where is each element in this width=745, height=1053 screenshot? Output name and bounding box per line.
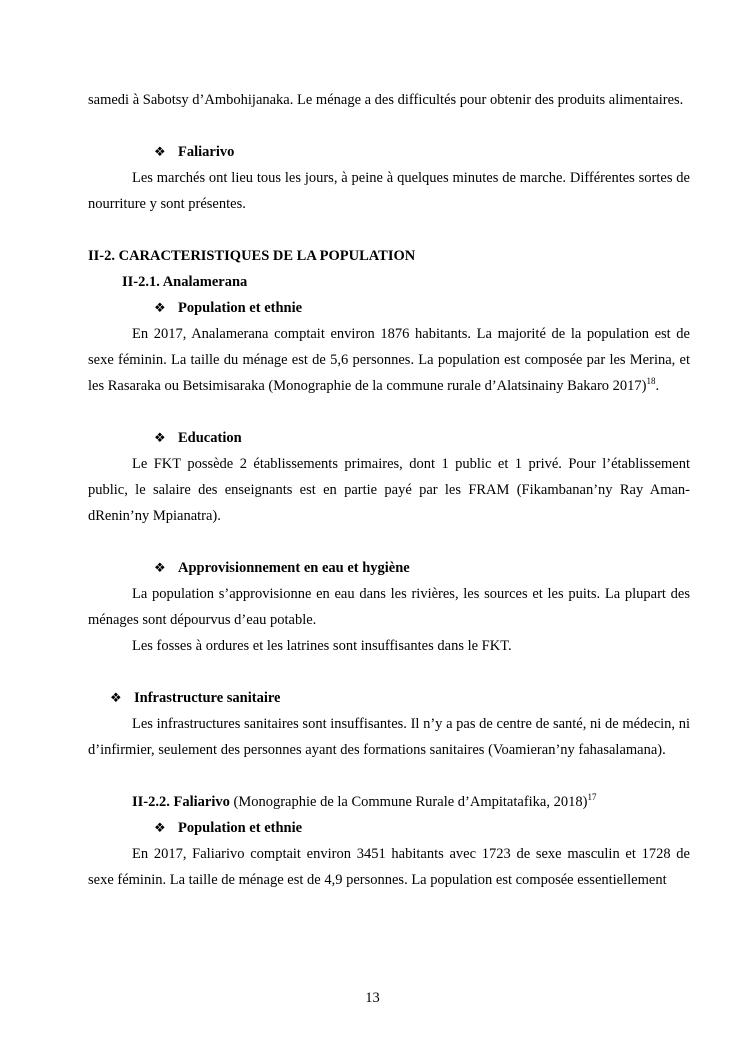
paragraph: Les infrastructures sanitaires sont insuffisantes. Il n’y a pas de centre de santé, ni de médecin, ni d’infirmier, seulement des personnes ayant des formations sanitaires (Voamieran’ny fahasalamana). [88,716,690,758]
footnote-ref: 17 [587,792,597,802]
paragraph: Le FKT possède 2 établissements primaires, dont 1 public et 1 privé. Pour l’établissement public, le salaire des enseignants est en partie payé par les FRAM (Fikambanan’ny Ray Aman-dRenin’ny Mpianatra). [88,456,690,524]
diamond-bullet-icon: ❖ [154,300,166,315]
diamond-bullet-icon: ❖ [154,144,166,159]
paragraph: Les fosses à ordures et les latrines sont insuffisantes dans le FKT. [132,638,512,654]
subsection-heading: II-2.1. Analamerana [122,274,248,290]
subsection-heading: II-2.2. Faliarivo (Monographie de la Commune Rurale d’Ampitatafika, 2018)$^{17}$ [132,792,597,810]
bullet-heading-infrastructure: ❖ Infrastructure sanitaire [88,685,690,711]
paragraph: Les marchés ont lieu tous les jours, à peine à quelques minutes de marche. Différentes sortes de nourriture y sont présentes. [88,170,690,212]
diamond-bullet-icon: ❖ [154,820,166,835]
diamond-bullet-icon: ❖ [154,560,166,575]
diamond-bullet-icon: ❖ [154,430,166,445]
page-number: 13 [365,990,380,1006]
bullet-heading-education: ❖ Education [88,425,690,451]
bullet-heading-population: ❖ Population et ethnie [88,295,690,321]
footnote-ref: 18 [646,376,656,386]
paragraph: En 2017, Analamerana comptait environ 1876 habitants. La majorité de la population est de sexe féminin. La taille du ménage est de 5,6 personnes. La population est composée par les Merina, et les Rasaraka ou Betsimisaraka (Monographie de la commune rurale d’Alatsinainy Bakaro 2017)$^{18}$. [88,326,690,394]
paragraph: La population s’approvisionne en eau dans les rivières, les sources et les puits. La plupart des ménages sont dépourvus d’eau potable. [88,586,690,628]
paragraph: samedi à Sabotsy d’Ambohijanaka. Le ménage a des difficultés pour obtenir des produits alimentaires. [88,92,684,108]
paragraph: En 2017, Faliarivo comptait environ 3451 habitants avec 1723 de sexe masculin et 1728 de sexe féminin. La taille de ménage est de 4,9 personnes. La population est composée essentiellement [88,846,690,888]
section-heading: II-2. CARACTERISTIQUES DE LA POPULATION [88,248,416,264]
bullet-heading-eau: ❖ Approvisionnement en eau et hygiène [88,555,690,581]
bullet-heading-population: ❖ Population et ethnie [88,815,690,841]
diamond-bullet-icon: ❖ [110,690,122,705]
document-body [88,87,690,893]
bullet-heading-faliarivo: ❖ Faliarivo [88,139,690,165]
